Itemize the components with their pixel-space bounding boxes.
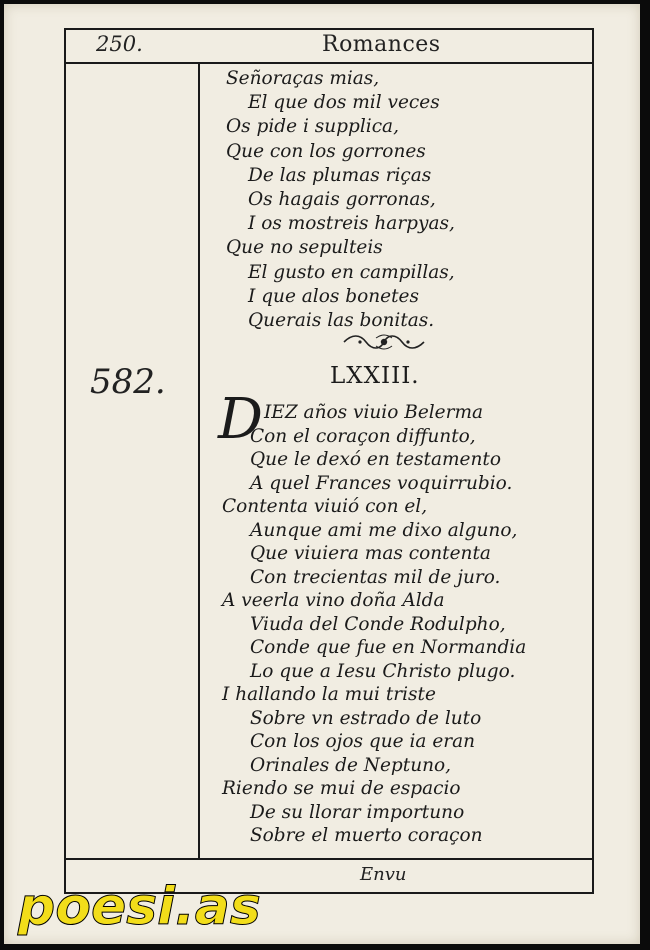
verse-line: Contenta viuió con el,	[222, 496, 428, 517]
watermark-text: poesi.as	[18, 877, 261, 937]
verse-line: A quel Frances voquirrubio.	[250, 472, 513, 494]
verse-line: Con trecientas mil de juro.	[250, 566, 501, 588]
watermark-logo	[14, 874, 261, 937]
margin-number: 582.	[90, 362, 166, 402]
verse-line: Conde que fue en Normandia	[250, 637, 527, 658]
verse-line: Que no sepulteis	[226, 237, 383, 259]
verse-line: Con el coraçon diffunto,	[250, 425, 476, 447]
verse-line: A veerla vino doña Alda	[222, 590, 445, 611]
margin-rule	[198, 62, 200, 858]
verse-line: Que viuiera mas contenta	[250, 543, 491, 564]
poem-number: LXXIII.	[330, 363, 420, 389]
verse-line: Sobre el muerto coraçon	[250, 825, 483, 846]
verse-line: Lo que a Iesu Christo plugo.	[250, 660, 516, 682]
verse-line: El que dos mil veces	[248, 92, 440, 114]
verse-line: De su llorar importuno	[250, 801, 465, 823]
verse-line: Viuda del Conde Rodulpho,	[250, 613, 506, 635]
ornament-icon	[340, 332, 428, 352]
verse-line: I que alos bonetes	[248, 285, 419, 307]
verse-line: Señoraças mias,	[226, 68, 380, 89]
running-head: Romances	[322, 32, 441, 57]
drop-cap: D	[218, 387, 263, 452]
catchword: Envu	[360, 864, 407, 885]
page-number: 250.	[96, 32, 143, 56]
header-rule	[64, 62, 594, 64]
verse-line: I hallando la mui triste	[222, 684, 436, 705]
verse-line: El gusto en campillas,	[248, 261, 455, 283]
verse-line: IEZ años viuio Belerma	[264, 402, 484, 423]
verse-line: Os pide i supplica,	[226, 116, 399, 138]
verse-line: Os hagais gorronas,	[248, 189, 436, 210]
footer-rule	[64, 858, 594, 860]
verse-line: Orinales de Neptuno,	[250, 754, 452, 776]
verse-line: Sobre vn estrado de luto	[250, 707, 482, 729]
verse-line: Que le dexó en testamento	[250, 449, 501, 470]
verse-line: I os mostreis harpyas,	[248, 213, 455, 235]
verse-line: Con los ojos que ia eran	[250, 731, 476, 752]
verse-line: Riendo se mui de espacio	[222, 778, 461, 799]
verse-line: Aunque ami me dixo alguno,	[250, 519, 518, 541]
verse-line: De las plumas riças	[248, 164, 432, 186]
verse-line: Que con los gorrones	[226, 140, 426, 162]
verse-line: Querais las bonitas.	[248, 310, 435, 331]
